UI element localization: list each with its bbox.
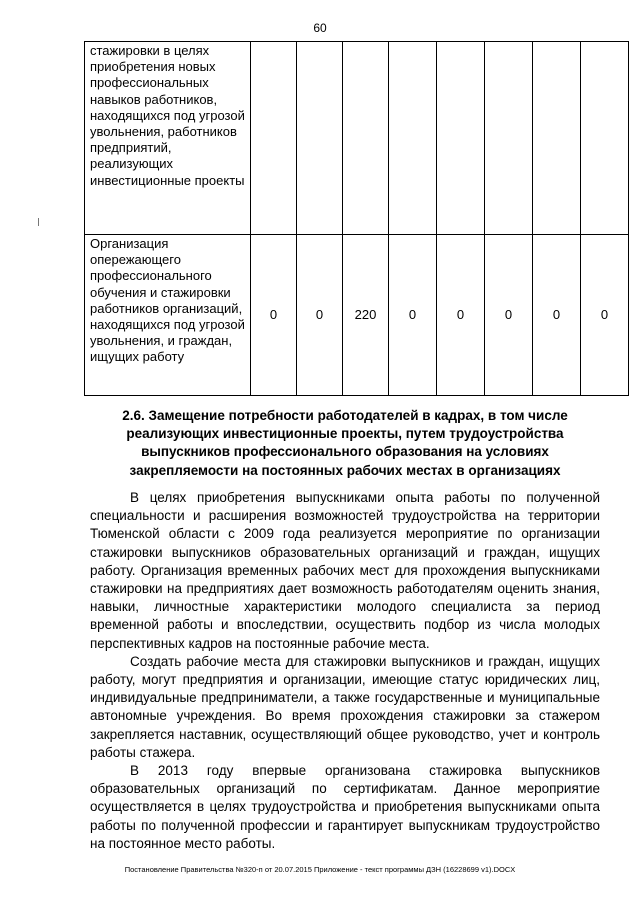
section-heading-line: 2.6. Замещение потребности работодателей в кадрах, в том числе xyxy=(122,408,568,423)
section-heading-line: закрепляемости на постоянных рабочих местах в организациях xyxy=(129,462,561,478)
table-cell-value: 0 xyxy=(581,235,629,396)
table-cell-value xyxy=(343,42,389,235)
table-cell-value xyxy=(485,42,533,235)
table-cell-value: 0 xyxy=(485,235,533,396)
body-paragraph: В целях приобретения выпускниками опыта работы по полученной специальности и расширения возможностей трудоустройства на территории Тюменской области с 2009 года реализуется мероприятие по организации стажировки выпускников образовательных организаций и граждан, ищущих работу. Организация временных рабочих мест для прохождения выпускниками стажировки на предприятиях дает возможность работодателям оценить знания, навыки, личностные характеристики молодого специалиста за период временной работы и впоследствии, осуществить подбор из числа молодых перспективных кадров на постоянные рабочие места. xyxy=(90,490,600,651)
table-cell-value: 0 xyxy=(297,235,343,396)
data-table xyxy=(84,41,629,396)
table-cell-value xyxy=(581,42,629,235)
table-cell-label: стажировки в целях приобретения новых профессиональных навыков работников, находящихся под угрозой увольнения, работников предприятий, реализующих инвестиционные проекты xyxy=(85,42,251,235)
table-cell-value: 0 xyxy=(437,235,485,396)
table-cell-value xyxy=(437,42,485,235)
section-body xyxy=(90,489,600,853)
table-row xyxy=(85,235,629,396)
section-heading xyxy=(90,407,600,480)
table-cell-value xyxy=(251,42,297,235)
body-paragraph: Создать рабочие места для стажировки выпускников и граждан, ищущих работу, могут предприятия и организации, имеющие статус юридических лиц, индивидуальные предприниматели, а также государственные и муниципальные автономные учреждения. Во время прохождения стажировки за стажером закрепляется наставник, осуществляющий общее руководство, учет и контроль работы стажера. xyxy=(90,653,600,760)
data-table-container xyxy=(84,41,629,396)
body-paragraph: В 2013 году впервые организована стажировка выпускников образовательных организаций по сертификатам. Данное мероприятие осуществляется в целях трудоустройства и приобретения выпускниками опыта работы по полученной профессии и гарантирует выпускникам трудоустройство на постоянное место работы. xyxy=(90,763,600,851)
section-heading-line: выпускников профессионального образования на условиях xyxy=(141,444,549,460)
margin-mark xyxy=(38,218,39,226)
table-cell-label: Организация опережающего профессионального обучения и стажировки работников организаций, находящихся под угрозой увольнения, и граждан, ищущих работу xyxy=(85,235,251,396)
table-cell-value xyxy=(533,42,581,235)
document-footer: Постановление Правительства №320-п от 20.07.2015 Приложение - текст программы ДЗН (16228699 v1).DOCX xyxy=(124,865,516,874)
table-cell-value: 0 xyxy=(389,235,437,396)
section-heading-line: реализующих инвестиционные проекты, путем трудоустройства xyxy=(126,426,564,442)
table-cell-value: 220 xyxy=(343,235,389,396)
table-cell-value xyxy=(297,42,343,235)
table-cell-value: 0 xyxy=(533,235,581,396)
table-cell-value: 0 xyxy=(251,235,297,396)
page-number: 60 xyxy=(313,21,327,35)
table-cell-value xyxy=(389,42,437,235)
table-row xyxy=(85,42,629,235)
